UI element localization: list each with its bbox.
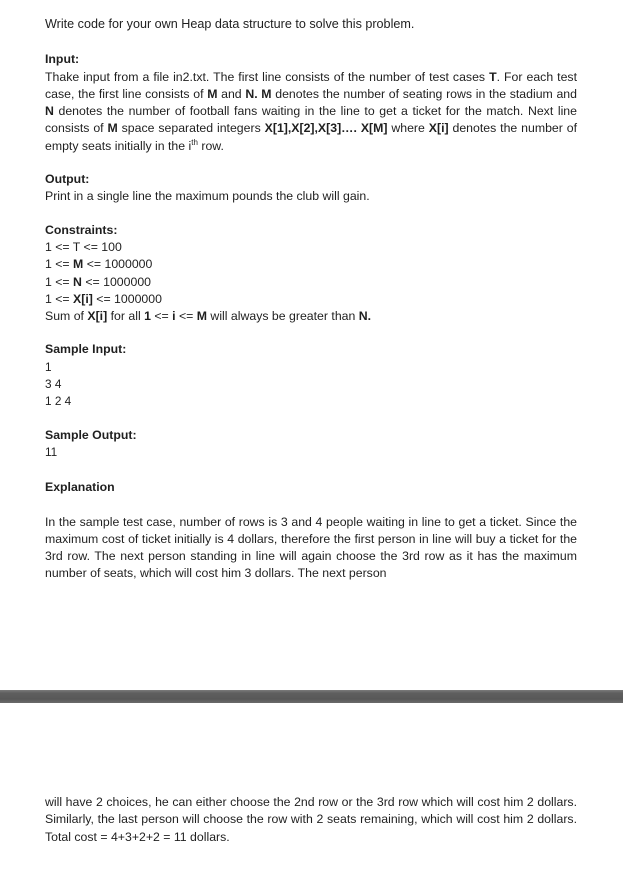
- input-var-xi: X[i]: [428, 121, 449, 136]
- input-text: denotes the number of football fans waiting in the line to get a ticket for the match. Next line consists of: [45, 104, 577, 136]
- sample-input-heading: Sample Input:: [45, 342, 127, 357]
- constraint-text: <=: [175, 309, 197, 324]
- input-text: and: [217, 86, 246, 101]
- constraint-text: 1 <=: [45, 257, 74, 272]
- input-text: denotes the number of seating rows in the stadium and: [271, 86, 577, 101]
- output-section: [45, 171, 577, 206]
- constraint-text: <= 1000000: [81, 274, 152, 289]
- constraint-var: M: [196, 309, 208, 324]
- sample-output-section: [45, 427, 577, 462]
- input-description: [45, 69, 577, 155]
- constraint-t: 1 <= T <= 100: [45, 239, 122, 254]
- constraint-text: <= 1000000: [83, 257, 153, 272]
- constraint-x: [45, 291, 577, 308]
- page-break-divider: [0, 690, 623, 703]
- input-text: . For each test case, the first line consists of: [45, 69, 577, 101]
- constraint-var: X[i]: [73, 291, 93, 306]
- constraint-sum: [45, 308, 577, 325]
- superscript-th: th: [191, 137, 198, 147]
- document-page-2: [0, 703, 623, 887]
- sample-input-line: 1: [45, 359, 52, 374]
- sample-output-value: 11: [45, 444, 58, 459]
- constraint-text: <= 1000000: [92, 291, 162, 306]
- constraint-text: for all: [107, 309, 145, 324]
- input-text: where: [387, 121, 429, 136]
- sample-input-line: 3 4: [45, 377, 62, 392]
- constraint-text: will always be greater than: [207, 309, 359, 324]
- problem-statement: [45, 16, 577, 583]
- sample-output-heading: Sample Output:: [45, 427, 137, 442]
- explanation-heading: Explanation: [45, 480, 115, 495]
- explanation-continued: [45, 794, 577, 846]
- intro-text: Write code for your own Heap data structure to solve this problem.: [45, 17, 415, 31]
- input-text: Thake input from a file in2.txt. The first line consists of the number of test cases: [45, 69, 490, 84]
- input-text: denotes the number of empty seats initially in the i: [45, 121, 578, 153]
- constraint-m: [45, 256, 577, 273]
- input-var-m: M: [257, 86, 272, 101]
- constraints-heading: Constraints:: [45, 222, 118, 237]
- explanation-section: [45, 479, 577, 582]
- constraints-section: [45, 222, 577, 326]
- constraint-text: 1 <=: [45, 274, 74, 289]
- input-var-xm: X[M]: [360, 121, 388, 136]
- input-heading: Input:: [45, 52, 80, 67]
- input-var-n: N: [45, 104, 54, 119]
- constraint-var: N.: [358, 309, 372, 324]
- input-var-t: T: [489, 69, 497, 84]
- input-var-n: N.: [245, 86, 258, 101]
- input-text: row.: [197, 138, 224, 153]
- constraint-n: [45, 274, 577, 291]
- constraint-var: M: [73, 257, 84, 272]
- output-heading: Output:: [45, 172, 90, 187]
- constraint-text: <=: [150, 309, 173, 324]
- explanation-text-continued: will have 2 choices, he can either choose the 2nd row or the 3rd row which will cost him 2 dollars. Similarly, the last person will choose the row with 2 seats remaining, which will cost him 2 dollars. Total cost = 4+3+2+2 = 11 dollars.: [45, 795, 577, 844]
- input-section: [45, 51, 577, 155]
- input-var-m: M: [107, 121, 118, 136]
- input-text: space separated integers: [117, 121, 265, 136]
- sample-input-line: 1 2 4: [45, 394, 72, 409]
- constraint-var: N: [73, 274, 82, 289]
- explanation-text: In the sample test case, number of rows is 3 and 4 people waiting in line to get a ticket. Since the maximum cost of ticket initially is 4 dollars, therefore the first person in line will buy a ticket for the 3rd row. The next person standing in line will again choose the 3rd row as it has the maximum number of seats, which will cost him 3 dollars. The next person: [45, 514, 577, 581]
- constraint-var: 1: [144, 309, 151, 324]
- sample-input-section: [45, 341, 577, 410]
- input-var-x-list: X[1],X[2],X[3]….: [264, 121, 357, 136]
- constraint-text: Sum of: [45, 309, 88, 324]
- output-text: Print in a single line the maximum pounds the club will gain.: [45, 189, 370, 204]
- constraint-var: i: [172, 309, 176, 324]
- constraint-var: X[i]: [87, 309, 108, 324]
- constraint-text: 1 <=: [45, 291, 74, 306]
- input-var-m: M: [207, 86, 218, 101]
